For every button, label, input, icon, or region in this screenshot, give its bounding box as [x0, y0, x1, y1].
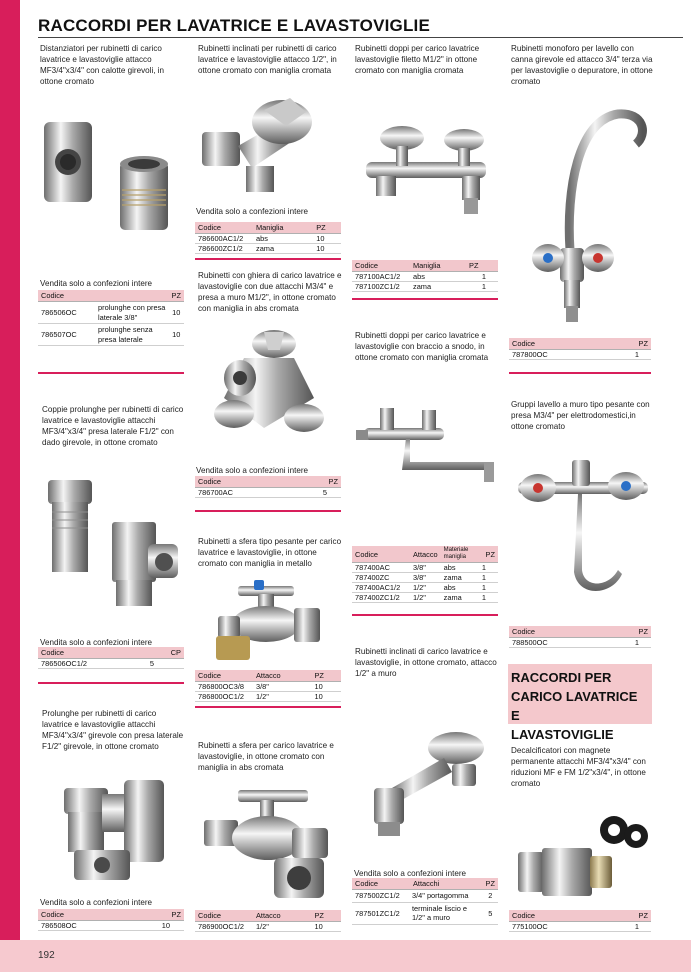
table-row	[38, 921, 184, 931]
fitting-cell: terminale liscio e 1/2" a muro	[410, 902, 483, 924]
col-header: Codice	[195, 476, 291, 488]
table-row	[352, 902, 498, 924]
rubinetti-inclinati-table	[195, 222, 341, 254]
table-row	[195, 488, 341, 498]
rubinetti-doppi-description: Rubinetti doppi per carico lavatrice lavastoviglie filetto M1/2" in ottone cromato con maniglia cromata	[355, 44, 480, 75]
material-cell: zama	[441, 593, 479, 603]
inclinati-muro-image	[352, 718, 502, 848]
qty-cell: 10	[313, 234, 341, 244]
table-row	[509, 638, 651, 648]
code-cell: 786700AC	[195, 488, 291, 498]
col-header: PZ	[169, 290, 184, 302]
distanziatori-image	[38, 110, 188, 240]
title-divider	[38, 37, 683, 38]
col-header: Codice	[38, 290, 96, 302]
size-cell: 3/8"	[410, 563, 441, 573]
size-cell: 1/2"	[410, 583, 441, 593]
col-header: Codice	[352, 878, 410, 890]
section-heading-line: RACCORDI PER	[511, 670, 612, 685]
size-cell: 1/2"	[253, 922, 312, 932]
distanziatori-table	[38, 290, 184, 346]
inclinati-muro-note: Vendita solo a confezioni intere	[354, 869, 467, 878]
code-cell: 787100ZC1/2	[352, 282, 410, 292]
handle-cell: abs	[253, 234, 313, 244]
col-header: Attacchi	[410, 878, 483, 890]
fitting-cell: 3/4" portagomma	[410, 890, 483, 903]
col-header	[96, 290, 169, 302]
section-heading-line: LAVASTOVIGLIE	[511, 727, 614, 742]
code-cell: 786507OC	[38, 324, 96, 346]
monoforo-image	[508, 100, 658, 330]
code-cell: 787800OC	[509, 350, 606, 360]
col-header: Attacco	[253, 670, 312, 682]
table-row	[38, 324, 184, 346]
rubinetti-inclinati-description: Rubinetti inclinati per rubinetti di carico lavatrice e lavastoviglie attacco 1/2", in ottone cromato con maniglia cromata	[198, 44, 337, 75]
col-header: PZ	[466, 260, 498, 272]
page-edge-bar	[0, 0, 20, 940]
code-cell: 786600AC1/2	[195, 234, 253, 244]
prolunghe-girevole-note: Vendita solo a confezioni intere	[40, 898, 153, 907]
col-header: Codice	[509, 626, 606, 638]
distanziatori-description: Distanziatori per rubinetti di carico lavatrice e lavastoviglie attacco MF3/4"x3/4" con calotte girevoli, in ottone cromato	[40, 44, 165, 86]
section-divider	[352, 298, 498, 300]
col-header: Attacco	[410, 546, 441, 563]
gruppi-lavello-description: Gruppi lavello a muro tipo pesante con presa M3/4" per elettrodomestici,in ottone cromato	[511, 400, 650, 431]
col-header: PZ	[606, 910, 651, 922]
col-header: Codice	[352, 260, 410, 272]
coppie-prolunghe-description: Coppie prolunghe per rubinetti di carico lavatrice e lavastoviglie attacchi MF3/4"x3/4" presa laterale F1/2" con dado girevole, in ottone cromato	[42, 405, 184, 447]
table-row	[38, 302, 184, 324]
size-cell: 3/8"	[253, 682, 312, 692]
col-header: Codice	[38, 909, 129, 921]
col-header: Codice	[509, 910, 606, 922]
table-row	[38, 659, 184, 669]
table-row	[509, 922, 651, 932]
table-row	[195, 692, 341, 702]
code-cell: 786600ZC1/2	[195, 244, 253, 254]
prolunghe-girevole-table	[38, 909, 184, 931]
qty-cell: 1	[606, 350, 651, 360]
doppi-snodo-image	[352, 400, 502, 520]
qty-cell: 10	[312, 692, 342, 702]
col-header: PZ	[312, 910, 342, 922]
ghiera-table	[195, 476, 341, 498]
qty-cell: 10	[129, 921, 184, 931]
section-divider	[195, 510, 341, 512]
col-header: PZ	[479, 546, 498, 563]
desc-cell: prolunghe senza presa laterale	[96, 324, 169, 346]
gruppi-lavello-image	[508, 420, 658, 620]
ghiera-image	[194, 318, 344, 458]
material-cell: abs	[441, 583, 479, 593]
section-divider	[195, 706, 341, 708]
section-heading-box	[508, 664, 652, 742]
table-row	[195, 244, 341, 254]
qty-cell: 1	[466, 272, 498, 282]
rubinetti-inclinati-note: Vendita solo a confezioni intere	[196, 207, 309, 216]
doppi-snodo-table	[352, 546, 498, 603]
qty-cell: 1	[479, 593, 498, 603]
col-header: Codice	[195, 670, 253, 682]
handle-cell: abs	[410, 272, 466, 282]
page-footer	[0, 940, 691, 972]
col-header: PZ	[313, 222, 341, 234]
table-row	[352, 593, 498, 603]
code-cell: 787400ZC	[352, 573, 410, 583]
coppie-prolunghe-table	[38, 647, 184, 669]
inclinati-muro-table	[352, 878, 498, 925]
gruppi-lavello-table	[509, 626, 651, 648]
rubinetti-inclinati-image	[194, 82, 344, 202]
table-row	[352, 890, 498, 903]
code-cell: 787400AC1/2	[352, 583, 410, 593]
qty-cell: 10	[313, 244, 341, 254]
code-cell: 787500ZC1/2	[352, 890, 410, 903]
table-row	[195, 682, 341, 692]
rubinetti-doppi-table	[352, 260, 498, 292]
size-cell: 1/2"	[410, 593, 441, 603]
table-row	[195, 922, 341, 932]
col-header: PZ	[606, 338, 651, 350]
qty-cell: 1	[466, 282, 498, 292]
qty-cell: 10	[312, 682, 342, 692]
material-cell: abs	[441, 563, 479, 573]
code-cell: 786800OC3/8	[195, 682, 253, 692]
col-header: PZ	[312, 670, 342, 682]
code-cell: 787501ZC1/2	[352, 902, 410, 924]
table-row	[352, 583, 498, 593]
material-cell: zama	[441, 573, 479, 583]
section-divider	[352, 614, 498, 616]
col-header: Materiale maniglia	[441, 546, 479, 563]
col-header: Codice	[195, 910, 253, 922]
qty-cell: 5	[123, 659, 184, 669]
doppi-snodo-description: Rubinetti doppi per carico lavatrice e lavastoviglie con braccio a snodo, in ottone cromato con maniglia cromata	[355, 331, 489, 362]
col-header: Codice	[195, 222, 253, 234]
table-row	[195, 234, 341, 244]
qty-cell: 10	[169, 302, 184, 324]
handle-cell: zama	[410, 282, 466, 292]
col-header: PZ	[291, 476, 341, 488]
page-number: 192	[38, 950, 55, 961]
prolunghe-girevole-image	[38, 770, 188, 890]
section-divider	[38, 682, 184, 684]
table-row	[352, 282, 498, 292]
code-cell: 786506OC1/2	[38, 659, 123, 669]
section-heading-line: CARICO LAVATRICE E	[511, 689, 638, 723]
qty-cell: 5	[483, 902, 498, 924]
code-cell: 786506OC	[38, 302, 96, 324]
col-header: Codice	[352, 546, 410, 563]
prolunghe-girevole-description: Prolunghe per rubinetti di carico lavatrice e lavastoviglie attacchi MF3/4"x3/4" girevole con presa laterale F1/2" girevole, in ottone cromato	[42, 709, 184, 751]
qty-cell: 10	[169, 324, 184, 346]
table-row	[352, 573, 498, 583]
col-header: PZ	[483, 878, 498, 890]
code-cell: 787400ZC1/2	[352, 593, 410, 603]
qty-cell: 1	[479, 563, 498, 573]
qty-cell: 10	[312, 922, 342, 932]
sfera-pesante-image	[194, 572, 344, 672]
code-cell: 787100AC1/2	[352, 272, 410, 282]
monoforo-description: Rubinetti monoforo per lavello con canna girevole ed attacco 3/4" terza via per lavastoviglie o depuratore, in ottone cromato	[511, 44, 653, 86]
qty-cell: 1	[606, 638, 651, 648]
sfera-carico-image	[194, 780, 344, 905]
qty-cell: 1	[479, 573, 498, 583]
col-header: Maniglia	[253, 222, 313, 234]
desc-cell: prolunghe con presa laterale 3/8"	[96, 302, 169, 324]
ghiera-description: Rubinetti con ghiera di carico lavatrice e lavastoviglie con due attacchi M3/4" e presa a muro M1/2", in ottone cromato con maniglia in abs cromata	[198, 271, 342, 313]
col-header: Maniglia	[410, 260, 466, 272]
code-cell: 787400AC	[352, 563, 410, 573]
size-cell: 1/2"	[253, 692, 312, 702]
code-cell: 786900OC1/2	[195, 922, 253, 932]
sfera-pesante-description: Rubinetti a sfera tipo pesante per carico lavatrice e lavastoviglie, in ottone cromato con maniglia in metallo	[198, 537, 342, 568]
distanziatori-note: Vendita solo a confezioni intere	[40, 279, 153, 288]
code-cell: 775100OC	[509, 922, 606, 932]
table-row	[509, 350, 651, 360]
ghiera-note: Vendita solo a confezioni intere	[196, 466, 309, 475]
qty-cell: 5	[291, 488, 341, 498]
size-cell: 3/8"	[410, 573, 441, 583]
sfera-pesante-table	[195, 670, 341, 702]
col-header: Attacco	[253, 910, 312, 922]
qty-cell: 2	[483, 890, 498, 903]
sfera-carico-table	[195, 910, 341, 932]
col-header: PZ	[606, 626, 651, 638]
decalcificatori-table	[509, 910, 651, 932]
table-row	[352, 563, 498, 573]
col-header: PZ	[129, 909, 184, 921]
coppie-prolunghe-image	[38, 472, 188, 622]
qty-cell: 1	[606, 922, 651, 932]
table-row	[352, 272, 498, 282]
code-cell: 786508OC	[38, 921, 129, 931]
decalcificatori-image	[508, 800, 658, 904]
col-header: Codice	[509, 338, 606, 350]
col-header: CP	[123, 647, 184, 659]
col-header: Codice	[38, 647, 123, 659]
page-title: RACCORDI PER LAVATRICE E LAVASTOVIGLIE	[38, 16, 431, 35]
rubinetti-doppi-image	[352, 118, 502, 228]
decalcificatori-description: Decalcificatori con magnete permanente attacchi MF3/4"x3/4" con riduzioni MF e FM 1/2"x3/4", in ottone cromato	[511, 746, 646, 788]
section-divider	[509, 372, 651, 374]
code-cell: 788500OC	[509, 638, 606, 648]
monoforo-table	[509, 338, 651, 360]
section-divider	[38, 372, 184, 374]
coppie-prolunghe-note: Vendita solo a confezioni intere	[40, 638, 153, 647]
code-cell: 786800OC1/2	[195, 692, 253, 702]
section-divider	[195, 258, 341, 260]
handle-cell: zama	[253, 244, 313, 254]
sfera-carico-description: Rubinetti a sfera per carico lavatrice e lavastoviglie, in ottone cromato con maniglia in abs cromata	[198, 741, 334, 772]
qty-cell: 1	[479, 583, 498, 593]
inclinati-muro-description: Rubinetti inclinati di carico lavatrice e lavastoviglie, in ottone cromato, attacco 1/2" a muro	[355, 647, 497, 678]
